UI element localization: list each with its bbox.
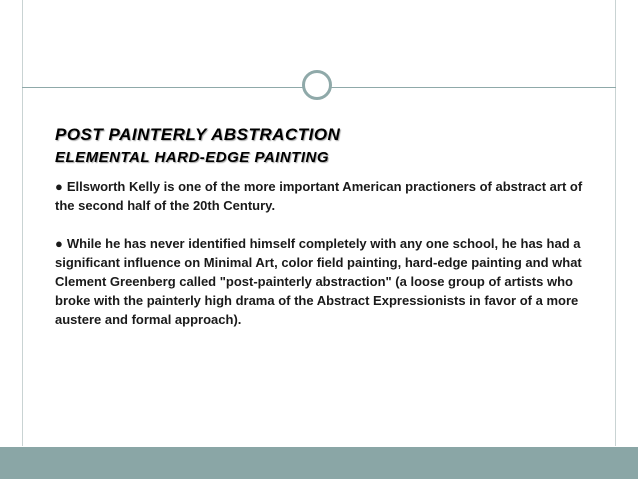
bullet-paragraph [55,177,595,215]
bullet-paragraph [55,234,595,329]
bullet-text: Ellsworth Kelly is one of the more important American practioners of abstract art of the second half of the 20th Century. [55,179,583,213]
bullet-text: While he has never identified himself completely with any one school, he has had a significant influence on Minimal Art, color field painting, hard-edge painting and what Clement Greenberg called "post-painterly abstraction" (a loose group of artists who broke with the painterly high drama of the Abstract Expressionists in favor of a more austere and formal approach). [55,236,582,327]
title-line-1: POST PAINTERLY ABSTRACTION [55,125,341,144]
circle-ornament-icon [302,70,332,100]
slide-title [55,124,595,169]
title-line-2: ELEMENTAL HARD-EDGE PAINTING [55,149,330,166]
footer-bar [0,447,638,479]
slide-body [55,177,595,329]
bullet-dot-icon: ● [55,236,63,251]
bullet-dot-icon: ● [55,179,63,194]
